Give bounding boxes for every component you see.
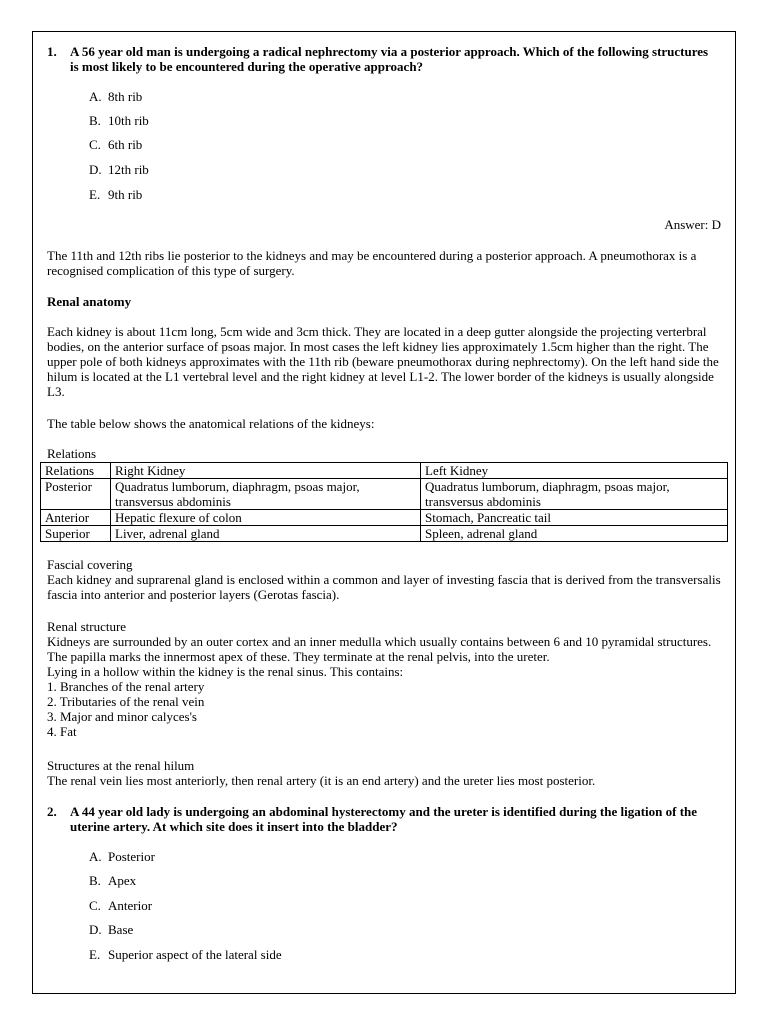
option-b[interactable] — [89, 113, 149, 128]
fascial-text: Each kidney and suprarenal gland is enclosed within a common and layer of investing fascia that is derived from the transversalis fascia into anterior and posterior layers (Gerotas fascia). — [47, 572, 721, 602]
question-text: A 44 year old lady is undergoing an abdominal hysterectomy and the ureter is identified during the ligation of the uterine artery. At which site does it insert into the bladder? — [70, 804, 698, 834]
table-header-row — [41, 463, 728, 479]
list-item: 4. Fat — [47, 724, 77, 739]
fascial-section — [47, 557, 727, 602]
table-header-cell: Relations — [41, 463, 111, 479]
option-letter: B. — [89, 873, 101, 888]
option-c[interactable] — [89, 137, 142, 152]
option-letter: B. — [89, 113, 101, 128]
table-row — [41, 526, 728, 542]
hilum-section — [47, 758, 727, 788]
table-cell: Superior — [41, 526, 111, 542]
fascial-heading: Fascial covering — [47, 557, 133, 572]
list-item: 1. Branches of the renal artery — [47, 679, 205, 694]
option-text: Apex — [108, 873, 137, 888]
option-b[interactable] — [89, 873, 136, 888]
option-d[interactable] — [89, 162, 149, 177]
table-row — [41, 479, 728, 510]
option-text: 8th rib — [108, 89, 143, 104]
option-letter: C. — [89, 898, 101, 913]
structure-section — [47, 619, 727, 739]
question-2 — [47, 804, 717, 834]
relations-table — [40, 462, 728, 542]
question-text: A 56 year old man is undergoing a radical nephrectomy via a posterior approach. Which of the following structures is most likely to be encountered during the operative approach? — [70, 44, 709, 74]
option-text: 12th rib — [108, 162, 149, 177]
option-e[interactable] — [89, 947, 282, 962]
option-d[interactable] — [89, 922, 133, 937]
table-cell: Stomach, Pancreatic tail — [421, 510, 728, 526]
option-letter: E. — [89, 947, 101, 962]
list-item: 2. Tributaries of the renal vein — [47, 694, 205, 709]
sinus-text: Lying in a hollow within the kidney is the renal sinus. This contains: — [47, 664, 404, 679]
option-c[interactable] — [89, 898, 152, 913]
option-letter: A. — [89, 849, 102, 864]
renal-intro-text: Each kidney is about 11cm long, 5cm wide and 3cm thick. They are located in a deep gutter alongside the projecting verterbral bodies, on the anterior surface of psoas major. In most cases the left kidney lies approximately 1.5cm higher than the right. The upper pole of both kidneys approximates with the 11th rib (beware pneumothorax during nephrectomy). On the left hand side the hilum is located at the L1 vertebral level and the right kidney at level L1-2. The lower border of the kidneys is usually alongside L3. — [47, 324, 719, 399]
option-text: 10th rib — [108, 113, 149, 128]
list-item: 3. Major and minor calyces's — [47, 709, 197, 724]
section-heading: Renal anatomy — [47, 294, 132, 309]
question-number: 1. — [47, 44, 57, 59]
hilum-text: The renal vein lies most anteriorly, then renal artery (it is an end artery) and the ureter lies most posterior. — [47, 773, 596, 788]
table-cell: Hepatic flexure of colon — [111, 510, 421, 526]
answer-label: Answer: D — [664, 217, 721, 232]
table-header-cell: Right Kidney — [111, 463, 421, 479]
option-text: 9th rib — [108, 187, 143, 202]
table-header-cell: Left Kidney — [421, 463, 728, 479]
option-text: 6th rib — [108, 137, 143, 152]
question-number: 2. — [47, 804, 57, 819]
option-letter: D. — [89, 922, 102, 937]
option-text: Anterior — [108, 898, 153, 913]
option-text: Base — [108, 922, 134, 937]
table-cell: Posterior — [41, 479, 111, 510]
table-cell: Spleen, adrenal gland — [421, 526, 728, 542]
table-row — [41, 510, 728, 526]
structure-text: Kidneys are surrounded by an outer cortex and an inner medulla which usually contains between 6 and 10 pyramidal structures. The papilla marks the innermost apex of these. They terminate at the renal pelvis, into the ureter. — [47, 634, 712, 664]
option-text: Superior aspect of the lateral side — [108, 947, 282, 962]
sinus-list — [47, 679, 727, 739]
option-text: Posterior — [108, 849, 155, 864]
table-caption: Relations — [47, 446, 97, 461]
option-letter: A. — [89, 89, 102, 104]
explanation-text: The 11th and 12th ribs lie posterior to the kidneys and may be encountered during a posterior approach. A pneumothorax is a recognised complication of this type of surgery. — [47, 248, 697, 278]
table-cell: Quadratus lumborum, diaphragm, psoas major, transversus abdominis — [421, 479, 728, 510]
table-cell: Liver, adrenal gland — [111, 526, 421, 542]
option-letter: D. — [89, 162, 102, 177]
structure-heading: Renal structure — [47, 619, 127, 634]
table-intro-text: The table below shows the anatomical relations of the kidneys: — [47, 416, 375, 431]
option-letter: E. — [89, 187, 101, 202]
table-cell: Anterior — [41, 510, 111, 526]
option-e[interactable] — [89, 187, 142, 202]
question-1 — [47, 44, 717, 74]
option-letter: C. — [89, 137, 101, 152]
table-cell: Quadratus lumborum, diaphragm, psoas major, transversus abdominis — [111, 479, 421, 510]
hilum-heading: Structures at the renal hilum — [47, 758, 195, 773]
option-a[interactable] — [89, 89, 142, 104]
option-a[interactable] — [89, 849, 155, 864]
